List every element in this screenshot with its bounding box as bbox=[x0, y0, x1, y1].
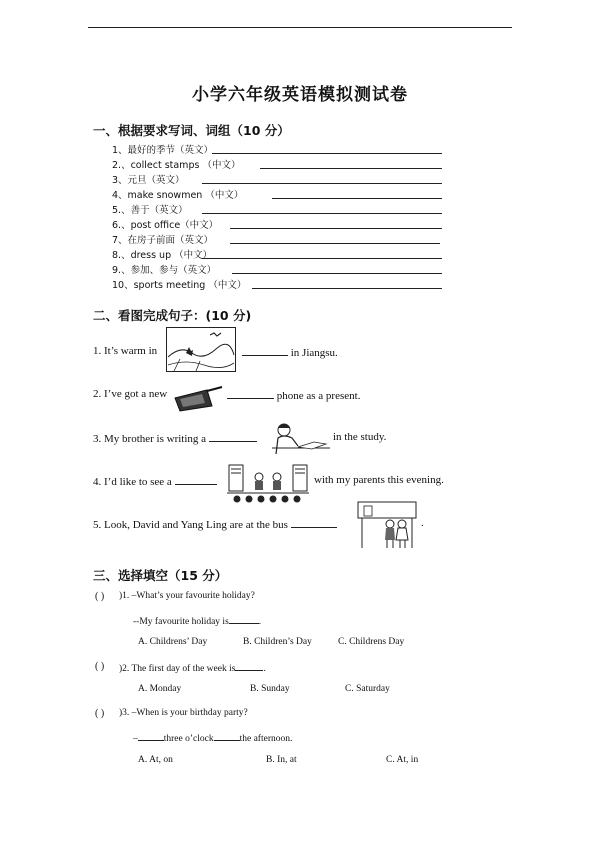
vocab-item-2 bbox=[112, 157, 442, 171]
vocab-label: 5.、善于（英文） bbox=[112, 205, 188, 216]
picture-sentence-1 bbox=[93, 345, 157, 357]
answer-blank[interactable] bbox=[272, 198, 442, 199]
answer-blank[interactable] bbox=[229, 614, 259, 624]
picture-sentence-4-end bbox=[314, 474, 444, 486]
answer-blank[interactable] bbox=[138, 731, 164, 741]
picture-sentence-5-end bbox=[421, 517, 424, 529]
theatre-show-image bbox=[227, 463, 309, 507]
vocab-label: 9.、参加、参与（英文） bbox=[112, 265, 217, 276]
sentence-end: phone as a present. bbox=[276, 390, 361, 402]
stem-end: . bbox=[263, 664, 266, 674]
response-end: the afternoon. bbox=[239, 734, 293, 744]
answer-paren[interactable]: ( ) bbox=[95, 661, 105, 672]
page-title: 小学六年级英语模拟测试卷 bbox=[192, 85, 408, 105]
sentence-start: 2. I’ve got a new bbox=[93, 388, 168, 400]
boy-writing-image bbox=[268, 420, 330, 456]
vocab-label: 2.、collect stamps （中文） bbox=[112, 160, 241, 171]
question-3-stem: )3. –When is your birthday party? bbox=[119, 708, 248, 718]
vocab-item-5 bbox=[112, 202, 442, 216]
response-text: --My favourite holiday is bbox=[133, 617, 229, 627]
vocab-item-4 bbox=[112, 187, 442, 201]
answer-blank[interactable] bbox=[214, 731, 240, 741]
answer-blank[interactable] bbox=[230, 243, 440, 244]
answer-blank[interactable] bbox=[232, 273, 442, 274]
sentence-end: in Jiangsu. bbox=[290, 347, 338, 359]
vocab-label: 7、在房子前面（英文） bbox=[112, 235, 214, 246]
question-3-option-b[interactable]: B. In, at bbox=[266, 755, 297, 765]
sentence-start: 1. It’s warm in bbox=[93, 345, 158, 357]
sentence-start: 3. My brother is writing a bbox=[93, 433, 207, 445]
answer-blank[interactable] bbox=[202, 183, 442, 184]
question-3-option-a[interactable]: A. At, on bbox=[138, 755, 173, 765]
vocab-label: 8.、dress up （中文） bbox=[112, 250, 213, 261]
answer-blank[interactable] bbox=[235, 661, 263, 671]
picture-sentence-1-end bbox=[242, 345, 338, 359]
question-1-option-a[interactable]: A. Childrens’ Day bbox=[138, 637, 208, 647]
picture-sentence-2-end bbox=[227, 388, 360, 402]
vocab-item-1 bbox=[112, 142, 442, 156]
answer-blank[interactable] bbox=[175, 474, 217, 485]
answer-paren[interactable]: ( ) bbox=[95, 708, 105, 719]
vocab-label: 4、make snowmen （中文） bbox=[112, 190, 244, 201]
question-3-option-c[interactable]: C. At, in bbox=[386, 755, 419, 765]
vocab-item-9 bbox=[112, 262, 442, 276]
answer-blank[interactable] bbox=[291, 517, 337, 528]
answer-blank[interactable] bbox=[227, 388, 274, 399]
vocab-label: 6.、post office（中文） bbox=[112, 220, 219, 231]
header-rule bbox=[88, 27, 512, 28]
question-1-option-b[interactable]: B. Children’s Day bbox=[243, 637, 312, 647]
vocab-item-7 bbox=[112, 232, 440, 246]
answer-blank[interactable] bbox=[252, 288, 442, 289]
vocab-label: 10、sports meeting （中文） bbox=[112, 280, 247, 291]
answer-blank[interactable] bbox=[242, 345, 288, 356]
question-3-response bbox=[133, 731, 292, 744]
response-text: three o’clock bbox=[163, 734, 214, 744]
spring-landscape-image bbox=[166, 327, 236, 372]
mobile-phone-image bbox=[172, 384, 224, 412]
vocab-item-8 bbox=[112, 247, 442, 261]
vocab-label: 1、最好的季节（英文） bbox=[112, 145, 214, 156]
question-2-option-b[interactable]: B. Sunday bbox=[250, 684, 290, 694]
picture-sentence-5 bbox=[93, 517, 337, 531]
bus-stop-image bbox=[356, 500, 418, 550]
sentence-start: 5. Look, David and Yang Ling are at the bus bbox=[93, 519, 288, 531]
vocab-item-3 bbox=[112, 172, 442, 186]
section1-heading: 一、根据要求写词、词组（10 分） bbox=[93, 123, 290, 138]
question-2-option-a[interactable]: A. Monday bbox=[138, 684, 182, 694]
question-2-option-c[interactable]: C. Saturday bbox=[345, 684, 390, 694]
question-2-stem bbox=[119, 661, 266, 674]
picture-sentence-4 bbox=[93, 474, 217, 488]
response-dash: – bbox=[133, 734, 138, 744]
sentence-end: with my parents this evening. bbox=[314, 474, 444, 486]
sentence-end: . bbox=[421, 517, 424, 529]
question-1-option-c[interactable]: C. Childrens Day bbox=[338, 637, 405, 647]
answer-blank[interactable] bbox=[212, 153, 442, 154]
question-1-response bbox=[133, 614, 261, 627]
sentence-start: 4. I’d like to see a bbox=[93, 476, 172, 488]
section2-heading: 二、看图完成句子：(10 分) bbox=[93, 308, 252, 323]
answer-blank[interactable] bbox=[209, 431, 257, 442]
answer-blank[interactable] bbox=[230, 228, 442, 229]
picture-sentence-3-end bbox=[333, 431, 386, 443]
vocab-label: 3、元旦（英文） bbox=[112, 175, 185, 186]
picture-sentence-2 bbox=[93, 388, 167, 400]
answer-paren[interactable]: ( ) bbox=[95, 591, 105, 602]
vocab-item-10 bbox=[112, 277, 442, 291]
answer-blank[interactable] bbox=[202, 213, 442, 214]
section3-heading: 三、选择填空（15 分） bbox=[93, 568, 228, 583]
question-1-stem: )1. –What’s your favourite holiday? bbox=[119, 591, 255, 601]
picture-sentence-3 bbox=[93, 431, 257, 445]
vocab-item-6 bbox=[112, 217, 442, 231]
sentence-end: in the study. bbox=[333, 431, 387, 443]
response-end: . bbox=[258, 617, 262, 627]
answer-blank[interactable] bbox=[202, 258, 442, 259]
stem-text: )2. The first day of the week is bbox=[119, 664, 236, 674]
answer-blank[interactable] bbox=[260, 168, 442, 169]
